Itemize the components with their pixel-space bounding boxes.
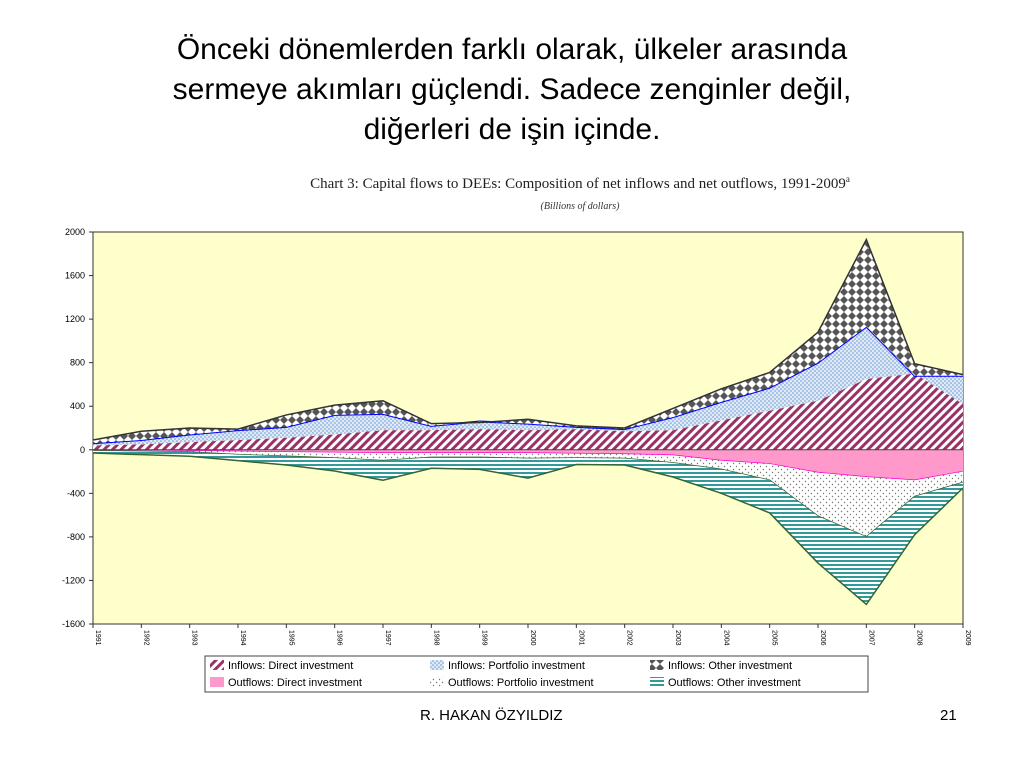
y-tick-label: 400 [69,401,85,412]
page-number: 21 [940,707,957,724]
x-tick-label: 1996 [335,630,343,646]
legend-label: Outflows: Portfolio investment [448,677,594,689]
x-axis [93,624,971,646]
y-tick-label: 1200 [64,314,85,325]
x-tick-label: 2008 [915,630,923,646]
slide-title-line-3: diğerleri de işin içinde. [363,113,661,146]
chart-title-superscript: a [845,174,850,184]
footer-author: R. HAKAN ÖZYILDIZ [420,707,563,724]
legend-label: Inflows: Portfolio investment [448,660,585,672]
x-tick-label: 1994 [239,630,246,646]
y-tick-label: 2000 [64,227,85,237]
legend-swatch [430,677,444,687]
x-tick-label: 2002 [625,630,633,646]
x-tick-label: 2001 [577,630,585,646]
legend-swatch [650,660,664,670]
legend-swatch [210,677,224,687]
x-tick-label: 1997 [384,630,391,646]
y-tick-label: -1600 [61,619,85,629]
x-tick-label: 2005 [770,630,778,646]
x-tick-label: 1992 [142,630,150,646]
x-tick-label: 2007 [867,630,875,646]
y-tick-label: -1200 [61,575,85,586]
legend-label: Inflows: Direct investment [228,660,354,672]
legend-swatch [430,660,444,670]
legend-swatch [650,677,664,687]
chart-title-text: Chart 3: Capital flows to DEEs: Composition of net inflows and net outflows, 1991-2009 [310,176,846,192]
y-axis [62,227,93,629]
x-tick-label: 1995 [287,630,295,646]
x-tick-label: 1993 [190,630,198,646]
x-tick-label: 1998 [432,630,440,646]
x-tick-label: 1991 [94,630,101,646]
x-tick-label: 2004 [722,630,730,646]
legend-swatch [210,660,224,670]
x-tick-label: 2000 [529,630,536,646]
x-tick-label: 2006 [819,630,826,646]
slide-title-line-2: sermeye akımları güçlendi. Sadece zenginler değil, [172,73,852,106]
x-tick-label: 1999 [480,630,488,646]
y-tick-label: -800 [66,531,85,542]
x-tick-label: 2009 [964,630,971,646]
y-tick-label: 1600 [64,270,85,281]
y-tick-label: -400 [66,488,85,499]
legend-label: Inflows: Other investment [668,660,793,672]
legend-label: Outflows: Direct investment [228,677,362,689]
legend [205,656,868,692]
x-tick-label: 2003 [674,630,681,646]
y-tick-label: 0 [79,444,85,455]
slide-title-line-1: Önceki dönemlerden farklı olarak, ülkeler arasında [176,33,848,66]
y-tick-label: 800 [69,357,85,368]
chart-subtitle: (Billions of dollars) [540,201,620,212]
legend-label: Outflows: Other investment [668,677,801,689]
